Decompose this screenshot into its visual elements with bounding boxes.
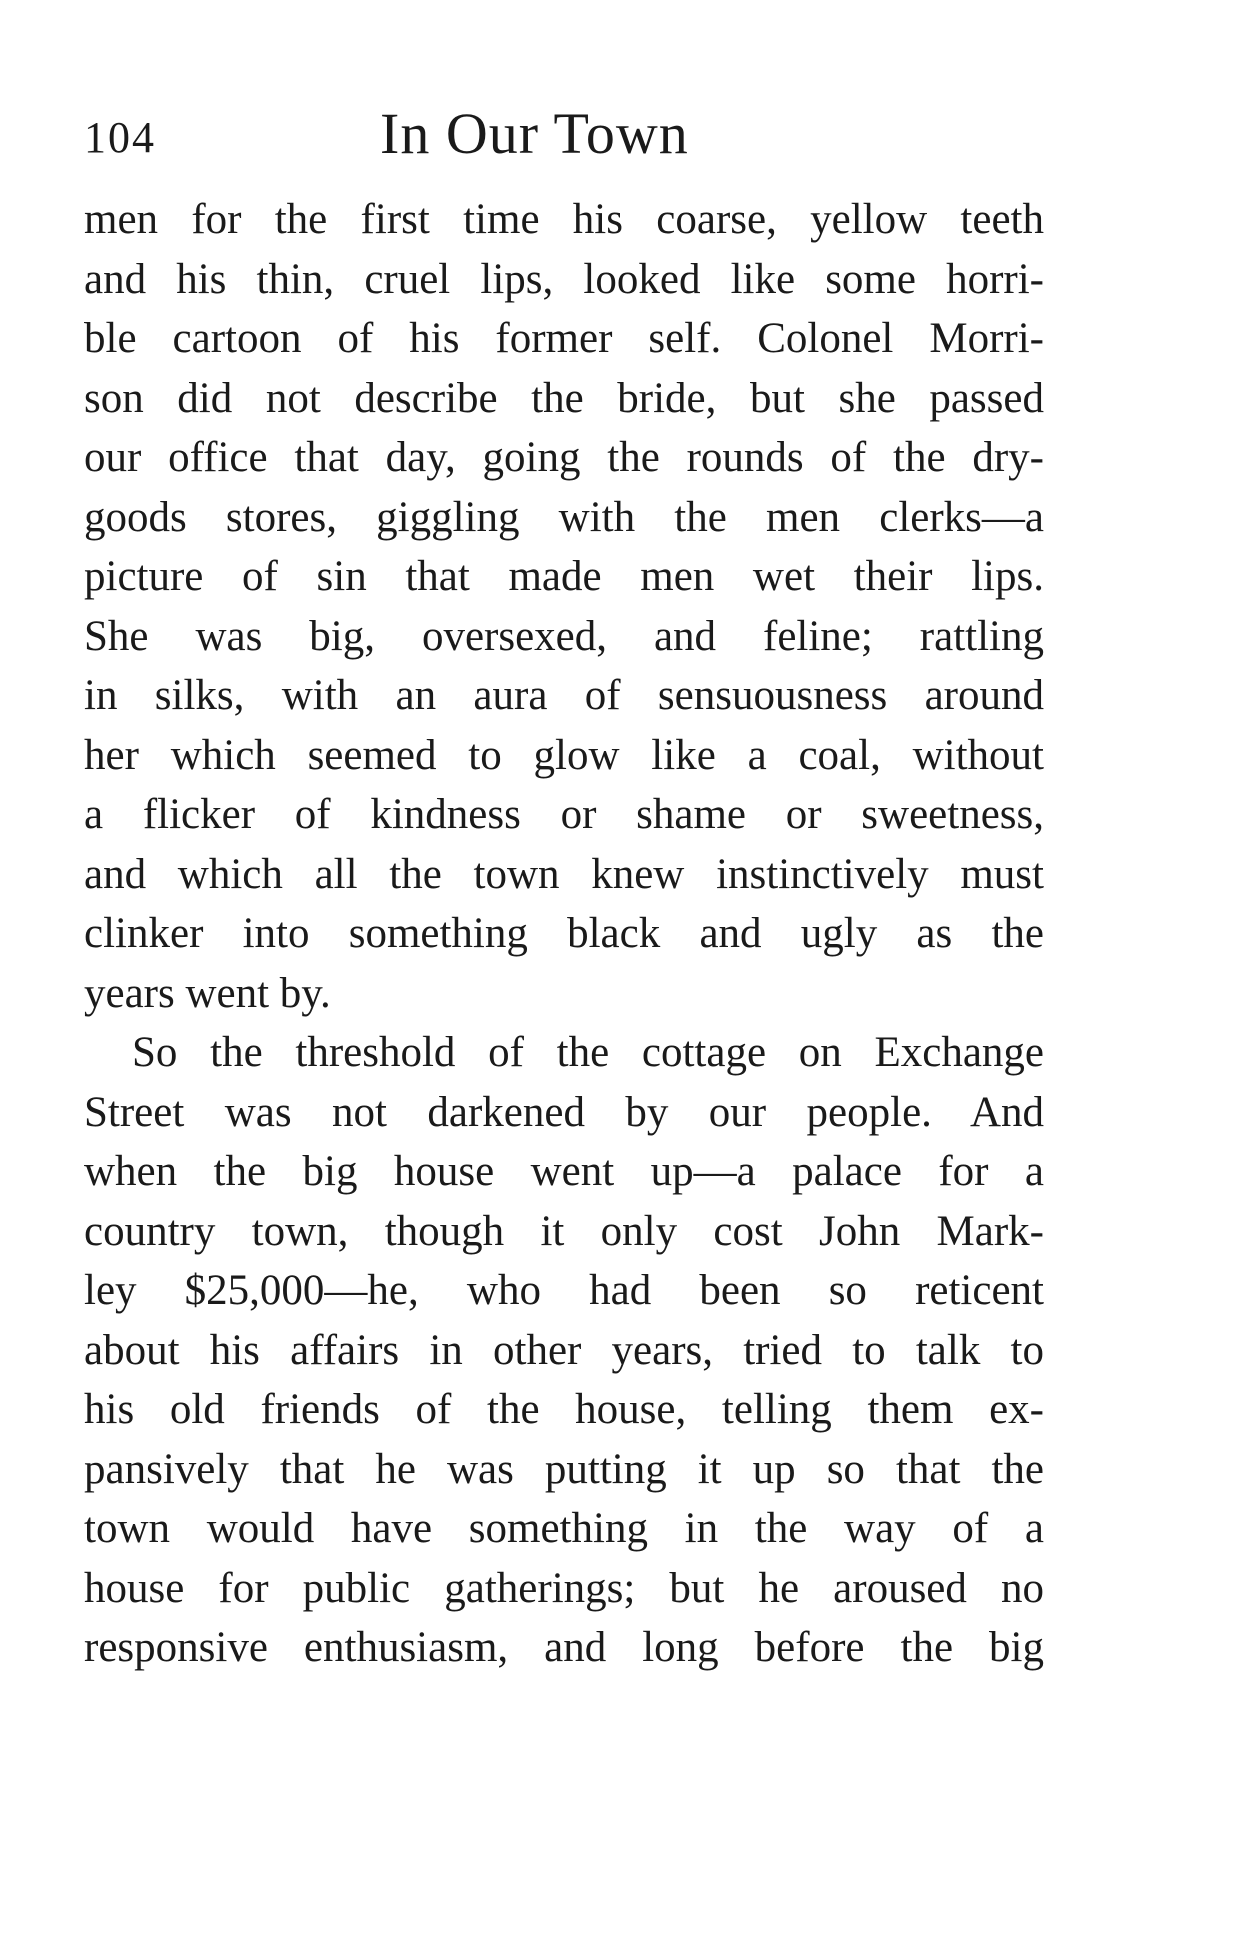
text-line: ley $25,000—he, who had been so reticent: [84, 1267, 1044, 1314]
text-line: ble cartoon of his former self. Colonel Morri-: [84, 315, 1044, 362]
text-line: house for public gatherings; but he aroused no: [84, 1564, 1044, 1612]
text-line: picture of sin that made men wet their lips.: [84, 553, 1044, 600]
text-line: our office that day, going the rounds of the dry-: [84, 434, 1044, 481]
text-line: about his affairs in other years, tried to talk to: [84, 1326, 1044, 1374]
text-line: men for the first time his coarse, yellow teeth: [84, 196, 1044, 243]
text-line: a flicker of kindness or shame or sweetness,: [84, 791, 1044, 838]
page-number: 104: [84, 113, 156, 162]
text-line: town would have something in the way of a: [84, 1505, 1044, 1552]
text-line: son did not describe the bride, but she passed: [84, 374, 1044, 422]
text-line: responsive enthusiasm, and long before the big: [84, 1624, 1044, 1671]
text-line: goods stores, giggling with the men clerks—a: [84, 493, 1044, 541]
text-line: She was big, oversexed, and feline; rattling: [84, 612, 1044, 660]
text-line: when the big house went up—a palace for a: [84, 1148, 1044, 1195]
text-line: and which all the town knew instinctively must: [84, 850, 1044, 898]
text-line: Street was not darkened by our people. And: [84, 1088, 1044, 1136]
text-line: So the threshold of the cottage on Exchange: [132, 1029, 1044, 1076]
text-line: country town, though it only cost John Mark-: [84, 1207, 1044, 1255]
text-line: his old friends of the house, telling them ex-: [84, 1386, 1044, 1433]
running-title: In Our Town: [380, 101, 689, 166]
page-header: [84, 100, 1044, 180]
text-line: in silks, with an aura of sensuousness around: [84, 672, 1044, 719]
body-text: [84, 190, 1044, 1678]
text-line: pansively that he was putting it up so that the: [84, 1445, 1044, 1493]
text-line: her which seemed to glow like a coal, without: [84, 731, 1044, 779]
text-line: clinker into something black and ugly as the: [84, 910, 1044, 957]
text-line: and his thin, cruel lips, looked like some horri-: [84, 255, 1044, 303]
text-line: years went by.: [84, 969, 331, 1017]
